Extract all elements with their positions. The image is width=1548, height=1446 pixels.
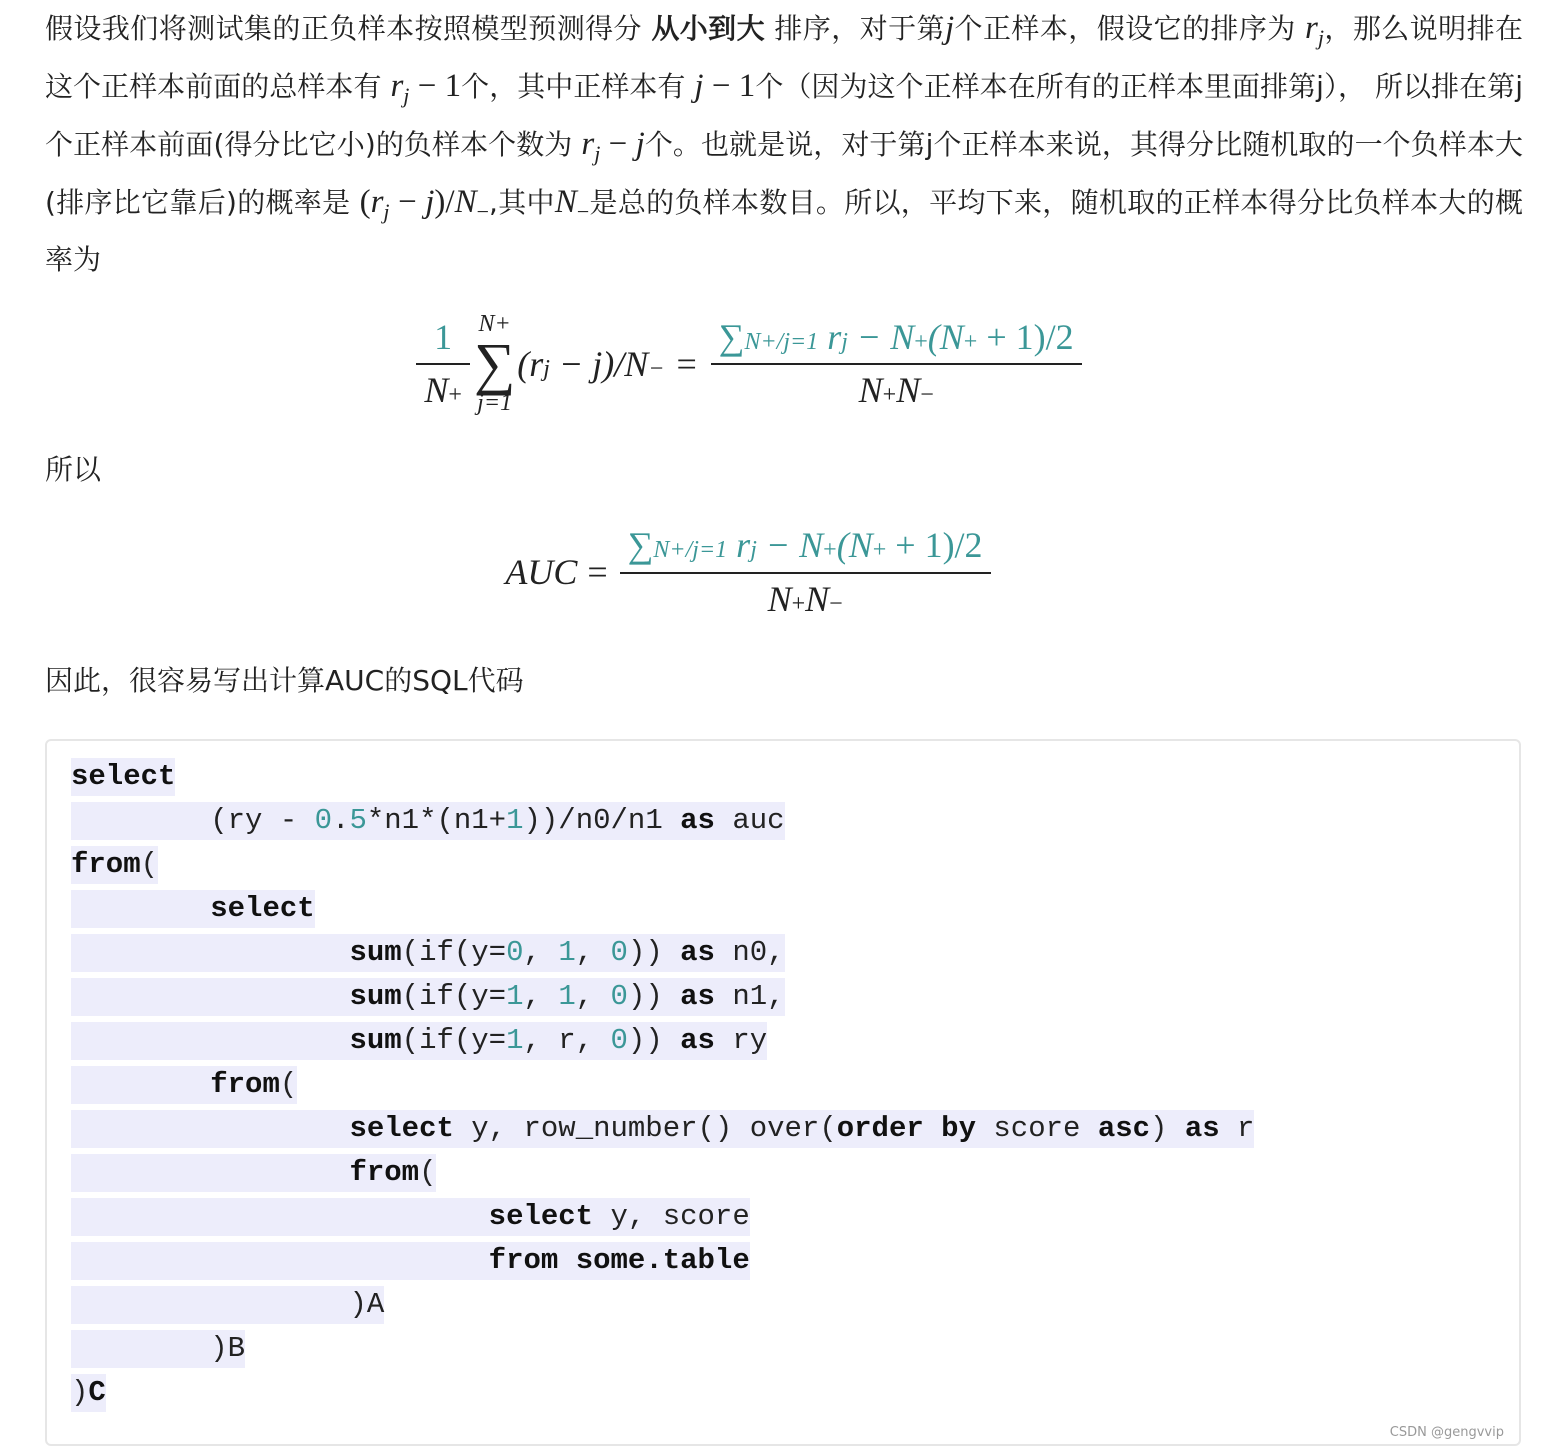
sql-text [71,892,210,925]
sql-text: )) [627,979,681,1013]
sql-keyword: as [680,935,715,969]
sql-text: ( [419,1155,437,1189]
sql-text [71,980,349,1013]
code-line [71,1022,767,1060]
subscript: + [872,537,887,564]
math-text: j [594,141,601,166]
text-segment: ,其中 [489,186,555,219]
math-text: j [694,68,704,104]
subscript: + [669,537,686,564]
rhs-end: + 1)/2 [886,525,983,566]
sql-text: ry [714,1023,768,1057]
code-line [71,1066,297,1104]
subscript: − [648,355,665,382]
math-text: ( [359,184,371,220]
r: r [818,317,842,357]
sql-number: 0 [506,935,524,969]
sql-keyword: select [71,759,176,793]
text-segment: 个，其中正样本有 [461,70,695,103]
sql-number: 1 [558,935,576,969]
subscript: j [841,329,848,355]
sql-keyword: from [210,1067,280,1101]
math-text: r [370,184,384,220]
sql-number: 0 [610,935,628,969]
n-plus: N [767,578,792,619]
sql-text: ( [140,847,159,881]
code-line [71,890,315,928]
sql-keyword: asc [1097,1111,1151,1145]
math-text: r [581,126,595,162]
n-plus: (N [927,317,964,357]
code-line [71,1198,750,1236]
sigma: ∑ [718,317,745,357]
rhs-end: + 1)/2 [977,317,1074,357]
math-text: − [389,184,426,220]
sql-text: , [575,979,611,1013]
math-text: N [554,184,577,220]
equals: = [587,551,608,592]
fraction-numerator: 1 [434,317,453,357]
math-text: − 1 [703,68,756,104]
sql-text: , [523,935,559,969]
math-text: − [576,199,590,224]
sql-text: score [975,1111,1098,1145]
sql-text: n0, [714,935,785,969]
sql-text: ))/n0/n1 [523,803,681,837]
sql-number: 1 [506,803,524,837]
subscript: + [963,329,978,355]
sql-text [924,1112,941,1145]
sql-number: 0 [314,803,333,837]
sql-text: (ry - [71,803,315,837]
subscript: − [829,590,843,617]
sql-text [71,1112,349,1145]
formula-auc: AUC = $\frac{\sum N+/j=1 rj - N+(N+ + 1)/2}{N+N-}$ [45,524,1523,620]
term: (r [517,343,544,384]
sql-keyword: as [680,803,715,837]
math-text: N [454,184,477,220]
n-minus: N [896,370,921,411]
subscript: + [494,311,511,337]
sql-text [71,1244,489,1277]
sql-text: , [575,935,611,969]
sql-text [71,936,349,969]
sql-number: 0 [610,1023,628,1057]
sql-keyword: sum [349,1023,402,1057]
code-line [71,846,158,884]
sql-keyword: C [88,1375,106,1409]
code-line [71,1154,436,1192]
subscript: + [882,382,897,409]
sql-number: 1 [558,979,576,1013]
sql-text: ) [1150,1111,1185,1145]
n-plus: − N [847,317,915,357]
math-text: j [944,10,955,46]
sql-text [71,1200,489,1233]
sum-lower: j=1 [692,537,728,564]
subscript: − [920,382,934,409]
r: r [727,525,751,566]
math-text: j [383,199,390,224]
subscript: + [914,329,928,355]
sql-text: )B [71,1331,246,1365]
sql-text [71,1024,349,1057]
code-line [71,1374,106,1412]
sql-keyword: as [1184,1111,1220,1145]
subscript: + [760,329,777,355]
equals: = [676,343,697,384]
math-text: j [1317,25,1324,50]
n-plus: (N [836,525,873,566]
auc-label: AUC [505,551,578,592]
math-text: r [390,68,404,104]
sql-text: (if(y= [401,1023,507,1057]
math-text: )/ [434,184,455,220]
n-plus: N [424,370,449,411]
math-text: j [425,184,435,220]
code-line [71,934,785,972]
paragraph-auc-derivation [45,4,1523,284]
subscript: j [750,537,757,564]
text-segment: 假设我们将测试集的正负样本按照模型预测得分 [45,12,652,45]
sql-number: 1 [506,979,524,1013]
code-line [71,1242,750,1280]
term-rest: − j)/N [549,343,649,384]
code-line [71,978,785,1016]
sql-number: 1 [506,1023,524,1057]
code-line [71,802,785,840]
sql-text [71,1156,349,1189]
text-segment: 排序，对于第 [765,12,945,45]
n-plus: N [858,370,883,411]
sql-text: (if(y= [401,935,507,969]
sql-text: y, row_number() over( [453,1111,837,1145]
sql-keyword: from [349,1155,420,1189]
sql-text [558,1244,575,1277]
sql-text: *n1*(n1+ [366,803,507,837]
text-segment: ，那么说明排在这个正样本前面的总样本有 [45,12,1523,103]
code-line [71,1286,384,1324]
sql-keyword: as [680,1023,715,1057]
sql-text: . [332,803,350,837]
subscript: + [448,382,462,409]
code-line [71,758,175,796]
n-minus: N [805,578,830,619]
sql-keyword: select [210,891,315,925]
sql-number: 5 [349,803,367,837]
math-text: r [1305,10,1318,46]
sql-text: (if(y= [401,979,507,1013]
subscript: j [543,355,550,382]
sql-keyword: some.table [575,1243,750,1277]
sql-code-block[interactable] [45,739,1521,1446]
sql-text: y, score [593,1199,750,1233]
n-plus: − N [756,525,824,566]
math-text: j [403,83,410,108]
paragraph-sql-intro: 因此，很容易写出计算AUC的SQL代码 [45,663,524,697]
paragraph-therefore: 所以 [45,453,102,487]
math-text: j [635,126,645,162]
sql-text: ( [279,1067,298,1101]
article-content [45,0,1523,1446]
sum-lower: j=1 [783,329,819,355]
sql-keyword: order [836,1111,924,1145]
sql-keyword: sum [349,979,402,1013]
sql-text: n1, [714,979,785,1013]
subscript: + [791,590,806,617]
sql-text: )) [627,935,681,969]
code-line [71,1110,1254,1148]
sigma: ∑ [627,525,654,566]
sql-text: )) [627,1023,681,1057]
sql-text [71,1068,210,1101]
sql-keyword: from [488,1243,559,1277]
sql-text: , [523,979,559,1013]
sql-keyword: sum [349,935,402,969]
sql-keyword: by [941,1111,976,1145]
text-segment: 个。也就是说，对于第j个正样本来说，其得分比随机取的一个负样本大(排序比它靠后)的概率是 [45,128,1523,219]
text-segment: 个（因为这个正样本在所有的正样本里面排第j）， 所以排在第j个正样本前面(得分比它小)的负样本个数为 [45,70,1523,161]
math-text: − [600,126,636,162]
sql-keyword: from [71,847,141,881]
formula-average-probability: $\frac{1}{N+}$ N+ ∑ j=1 (rj − j)/N− = $\frac{\sum N+/j=1 rj - N+(N+ + 1)/2}{N+N-}$ [45,312,1523,416]
sum-upper: N [744,329,761,355]
sql-keyword: select [349,1111,454,1145]
sql-text: , r, [523,1023,611,1057]
sum-lower: j=1 [477,390,513,417]
sql-text: auc [714,803,785,837]
code-line [71,1330,245,1368]
sql-number: 0 [610,979,628,1013]
sql-text: )A [71,1287,385,1321]
code-lines [71,758,1495,1412]
sql-keyword: select [488,1199,594,1233]
sql-keyword: as [680,979,715,1013]
sum-upper: N [478,311,495,337]
sql-text: r [1219,1111,1255,1145]
text-segment: 个正样本，假设它的排序为 [954,12,1306,45]
sigma: ∑ [473,331,516,397]
watermark: CSDN @gengvvip [1389,1424,1504,1440]
math-text: − 1 [409,68,462,104]
subscript: + [823,537,837,564]
sql-text: ) [71,1375,89,1409]
bold-text: 从小到大 [651,12,766,45]
text-segment: 是总的负样本数目。所以，平均下来，随机取的正样本得分比负样本大的概率为 [45,186,1523,276]
math-text: − [476,199,490,224]
sum-upper: N [653,537,670,564]
